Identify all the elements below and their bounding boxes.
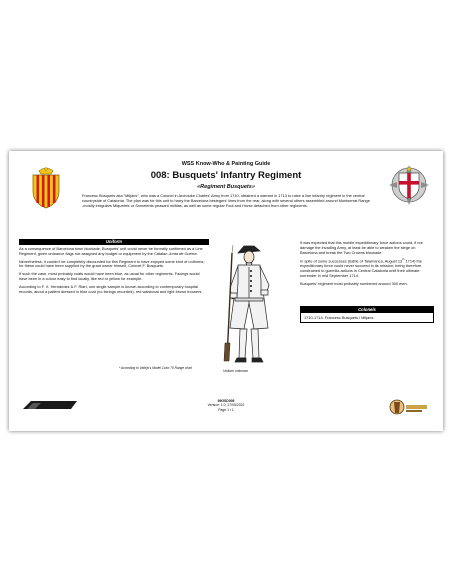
uniform-paragraph: According to F. X. Hernández & F. Riart, one single sample is known according to contemporary hospital records, about a patient dressed in blue coat (no facings recorded), red waistcoat and light brown trousers. xyxy=(19,283,203,294)
uniform-paragraph: If such the case, most probably coats would have been blue, as usual for other regiments. Facings would have been in a colour easy to find locally, like red or yellow for example. xyxy=(19,271,200,281)
color-footnote: * According to Vallejo's Model Color 70 Range chart xyxy=(119,366,193,370)
page-number: Page 1 / 1 xyxy=(218,407,234,412)
history-paragraph: It was expected that this mobile expeditionary force actions could, if not damage the invading Army, at least be able to weaken the siege on Barcelona and break the Two Crowns blockade. xyxy=(300,240,423,255)
uniform-paragraph: Nevertheless, it couldn't be completely discounted for this Regiment to have enjoyed some kind of uniforms; for these could have been supplied by the grant owner himself, Colonel F. Busquets. xyxy=(19,258,205,269)
document-code: 99GSD008 xyxy=(217,399,235,403)
document-version: Version: 1.0, 27/05/2022 xyxy=(207,403,245,408)
colonels-heading: Colonels xyxy=(301,307,433,313)
soldier-uniform-illustration xyxy=(214,243,284,368)
series-title: WSS Know-Who & Painting Guide xyxy=(181,161,271,167)
document-page xyxy=(9,151,443,431)
page-title: 008: Busquets' Infantry Regiment xyxy=(150,170,302,181)
uniform-paragraph: As a consequence of Barcelona town blockade, Busquets' unit could never be formally confirmed as a Line Regiment, given ordnance flags nor assigned any budget or equipment by the Catalan Junta de Guerra. xyxy=(19,246,203,256)
history-paragraph: Busquets' regiment most probably numbered around 300 men. xyxy=(300,280,408,286)
history-section xyxy=(300,241,432,290)
figure-caption: Uniform unknown xyxy=(223,369,248,373)
footer-info xyxy=(9,399,443,412)
sponsor-logo xyxy=(389,396,429,418)
history-paragraph: In spite of some successes (battle of Talamanca, August 13th 1714) the expeditionary force could never succeed in its mission; being therefore constrained to guerrilla actions in Central Catalonia until their ultimate surrender in mid September 1714. xyxy=(300,258,422,279)
uniform-section xyxy=(19,239,209,297)
uniform-heading: Uniform xyxy=(19,239,209,245)
colonel-entry: 1710-1714: Francesc Busquets i Mitjans xyxy=(304,315,374,320)
intro-paragraph: Francesc Busquets aka “Mitjans”, who was a Colonel in Archduke Charles' Army from 1710, obtained a warrant in 1713 to raise a line infantry regiment in the central countryside of Catalonia. The plan was for this unit to harry the Barcelona besiegers' lines from the rear, along with several others assembled around Montserrat Range -mostly irregulars Miquelets or Sometents peasant militias, as well as some regular Foot and Horse detached from other regiments. xyxy=(82,193,370,208)
page-subtitle: «Regiment Busquets» xyxy=(197,184,255,190)
colonels-table xyxy=(300,306,434,323)
